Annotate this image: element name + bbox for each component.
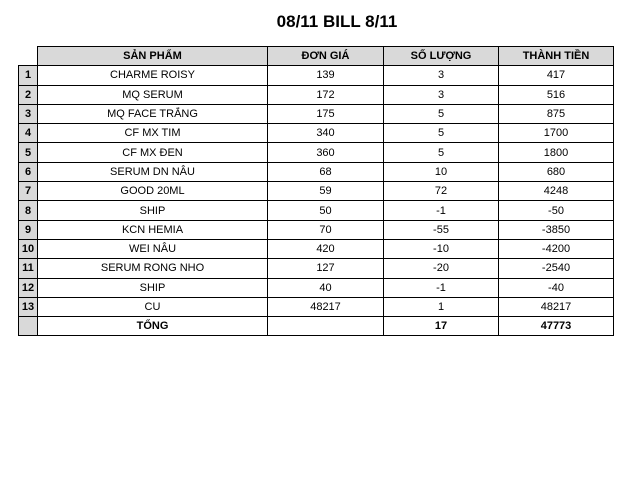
quantity-cell: -55 bbox=[384, 220, 499, 239]
table-row bbox=[19, 259, 614, 278]
amount-cell: 4248 bbox=[499, 182, 614, 201]
quantity-cell: 5 bbox=[384, 143, 499, 162]
table-row bbox=[19, 66, 614, 85]
product-cell: MQ SERUM bbox=[38, 85, 268, 104]
table-row bbox=[19, 124, 614, 143]
amount-cell: 48217 bbox=[499, 297, 614, 316]
unit-price-cell: 127 bbox=[268, 259, 384, 278]
unit-price-cell: 139 bbox=[268, 66, 384, 85]
header-quantity: SỐ LƯỢNG bbox=[384, 47, 499, 66]
total-row-number-cell bbox=[19, 317, 38, 336]
unit-price-cell: 68 bbox=[268, 162, 384, 181]
unit-price-cell: 175 bbox=[268, 104, 384, 123]
quantity-cell: -10 bbox=[384, 239, 499, 258]
amount-cell: -3850 bbox=[499, 220, 614, 239]
quantity-cell: 3 bbox=[384, 85, 499, 104]
unit-price-cell: 70 bbox=[268, 220, 384, 239]
table-row bbox=[19, 162, 614, 181]
bill-table bbox=[18, 46, 614, 336]
corner-cell bbox=[19, 47, 38, 66]
table-row bbox=[19, 220, 614, 239]
table-row bbox=[19, 239, 614, 258]
amount-cell: -2540 bbox=[499, 259, 614, 278]
row-number-cell: 12 bbox=[19, 278, 38, 297]
row-number-cell: 10 bbox=[19, 239, 38, 258]
table-row bbox=[19, 201, 614, 220]
unit-price-cell: 340 bbox=[268, 124, 384, 143]
amount-cell: 1800 bbox=[499, 143, 614, 162]
product-cell: SERUM RONG NHO bbox=[38, 259, 268, 278]
header-unit-price: ĐƠN GIÁ bbox=[268, 47, 384, 66]
header-product: SẢN PHẨM bbox=[38, 47, 268, 66]
product-cell: SHIP bbox=[38, 201, 268, 220]
product-cell: KCN HEMIA bbox=[38, 220, 268, 239]
row-number-cell: 4 bbox=[19, 124, 38, 143]
product-cell: CF MX TIM bbox=[38, 124, 268, 143]
row-number-cell: 11 bbox=[19, 259, 38, 278]
product-cell: CF MX ĐEN bbox=[38, 143, 268, 162]
product-cell: GOOD 20ML bbox=[38, 182, 268, 201]
amount-cell: 1700 bbox=[499, 124, 614, 143]
total-unit-price-cell bbox=[268, 317, 384, 336]
product-cell: CU bbox=[38, 297, 268, 316]
total-amount-cell: 47773 bbox=[499, 317, 614, 336]
quantity-cell: -1 bbox=[384, 278, 499, 297]
table-row bbox=[19, 104, 614, 123]
page-title: 08/11 BILL 8/11 bbox=[276, 12, 398, 31]
table-row bbox=[19, 297, 614, 316]
row-number-cell: 5 bbox=[19, 143, 38, 162]
product-cell: MQ FACE TRẮNG bbox=[38, 104, 268, 123]
total-label-cell: TỔNG bbox=[38, 317, 268, 336]
product-cell: SERUM DN NÂU bbox=[38, 162, 268, 181]
unit-price-cell: 420 bbox=[268, 239, 384, 258]
unit-price-cell: 50 bbox=[268, 201, 384, 220]
product-cell: CHARME ROISY bbox=[38, 66, 268, 85]
unit-price-cell: 172 bbox=[268, 85, 384, 104]
product-cell: SHIP bbox=[38, 278, 268, 297]
row-number-cell: 7 bbox=[19, 182, 38, 201]
amount-cell: 516 bbox=[499, 85, 614, 104]
quantity-cell: 5 bbox=[384, 124, 499, 143]
quantity-cell: -20 bbox=[384, 259, 499, 278]
unit-price-cell: 59 bbox=[268, 182, 384, 201]
table-row bbox=[19, 143, 614, 162]
row-number-cell: 6 bbox=[19, 162, 38, 181]
table-row bbox=[19, 278, 614, 297]
quantity-cell: 72 bbox=[384, 182, 499, 201]
amount-cell: 875 bbox=[499, 104, 614, 123]
row-number-cell: 3 bbox=[19, 104, 38, 123]
header-row bbox=[19, 47, 614, 66]
row-number-cell: 2 bbox=[19, 85, 38, 104]
row-number-cell: 8 bbox=[19, 201, 38, 220]
table-row bbox=[19, 182, 614, 201]
table-row bbox=[19, 85, 614, 104]
amount-cell: -4200 bbox=[499, 239, 614, 258]
unit-price-cell: 40 bbox=[268, 278, 384, 297]
row-number-cell: 1 bbox=[19, 66, 38, 85]
amount-cell: 417 bbox=[499, 66, 614, 85]
quantity-cell: 3 bbox=[384, 66, 499, 85]
total-quantity-cell: 17 bbox=[384, 317, 499, 336]
unit-price-cell: 360 bbox=[268, 143, 384, 162]
amount-cell: -50 bbox=[499, 201, 614, 220]
bill-body bbox=[19, 66, 614, 336]
quantity-cell: -1 bbox=[384, 201, 499, 220]
total-row bbox=[19, 317, 614, 336]
row-number-cell: 9 bbox=[19, 220, 38, 239]
quantity-cell: 5 bbox=[384, 104, 499, 123]
unit-price-cell: 48217 bbox=[268, 297, 384, 316]
quantity-cell: 10 bbox=[384, 162, 499, 181]
amount-cell: 680 bbox=[499, 162, 614, 181]
quantity-cell: 1 bbox=[384, 297, 499, 316]
row-number-cell: 13 bbox=[19, 297, 38, 316]
header-amount: THÀNH TIỀN bbox=[499, 47, 614, 66]
product-cell: WEI NÂU bbox=[38, 239, 268, 258]
amount-cell: -40 bbox=[499, 278, 614, 297]
